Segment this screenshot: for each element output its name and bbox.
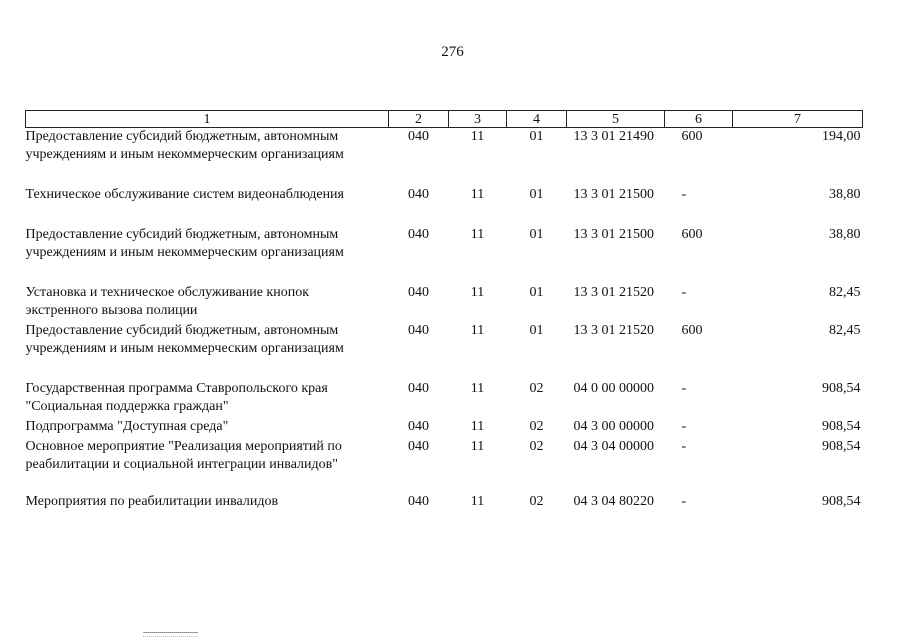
table-row [26,284,863,322]
row-section-code: 11 [470,380,485,396]
row-subsection-code: 01 [529,322,544,338]
row-subsection-code: 01 [529,129,544,144]
row-expense-type: 600 [681,322,703,338]
row-target-article: 13 3 01 21500 [573,186,654,202]
column-number-row [26,111,863,128]
row-ministry-code: 040 [408,186,429,202]
column-header-4: 4 [507,111,567,128]
row-ministry-code: 040 [408,129,429,144]
row-description: Предоставление субсидий бюджетным, автономным учреждениям и иным некоммерческим организациям [25,322,344,356]
row-expense-type: - [681,186,687,202]
row-amount: 908,54 [822,438,861,454]
row-target-article: 13 3 01 21490 [573,129,654,144]
column-header-5: 5 [567,111,665,128]
column-header-6: 6 [665,111,733,128]
row-description: Государственная программа Ставропольского края "Социальная поддержка граждан" [25,380,328,414]
row-description: Техническое обслуживание систем видеонаблюдения [25,186,344,202]
row-section-code: 11 [470,322,485,338]
row-section-code: 11 [470,493,485,509]
row-subsection-code: 02 [529,380,544,396]
row-target-article: 04 3 04 80220 [573,493,654,509]
row-section-code: 11 [470,438,485,454]
row-subsection-code: 01 [529,186,544,202]
row-expense-type: 600 [681,226,703,242]
budget-table [25,110,863,513]
row-section-code: 11 [470,226,485,242]
row-ministry-code: 040 [408,438,429,454]
row-amount: 82,45 [829,284,861,300]
row-description: Подпрограмма "Доступная среда" [25,418,229,434]
page-number: 276 [441,44,464,60]
row-section-code: 11 [470,284,485,300]
row-target-article: 04 3 04 00000 [573,438,654,454]
row-ministry-code: 040 [408,380,429,396]
row-description: Основное мероприятие "Реализация мероприятий по реабилитации и социальной интеграции инвалидов" [25,438,342,472]
row-target-article: 13 3 01 21520 [573,284,654,300]
table-row [26,322,863,380]
row-amount: 38,80 [829,186,861,202]
column-header-2: 2 [389,111,449,128]
row-description: Предоставление субсидий бюджетным, автономным учреждениям и иным некоммерческим организациям [25,226,344,260]
row-expense-type: - [681,438,687,454]
row-subsection-code: 02 [529,418,544,434]
row-amount: 82,45 [829,322,861,338]
row-expense-type: 600 [681,129,703,144]
table-row [26,226,863,284]
table-row [26,186,863,226]
row-description: Мероприятия по реабилитации инвалидов [25,493,279,509]
row-subsection-code: 02 [529,493,544,509]
row-subsection-code: 01 [529,284,544,300]
row-target-article: 13 3 01 21520 [573,322,654,338]
row-target-article: 13 3 01 21500 [573,226,654,242]
row-expense-type: - [681,418,687,434]
row-ministry-code: 040 [408,418,429,434]
footer-scan-mark [143,632,198,637]
row-target-article: 04 0 00 00000 [573,380,654,396]
row-description: Установка и техническое обслуживание кнопок экстренного вызова полиции [25,284,309,318]
row-description: Предоставление субсидий бюджетным, автономным учреждениям и иным некоммерческим организациям [25,129,344,162]
row-expense-type: - [681,493,687,509]
row-subsection-code: 02 [529,438,544,454]
row-amount: 908,54 [822,493,861,509]
row-target-article: 04 3 00 00000 [573,418,654,434]
row-section-code: 11 [470,418,485,434]
table-row [26,438,863,493]
row-section-code: 11 [470,129,485,144]
row-ministry-code: 040 [408,284,429,300]
table-row [26,493,863,513]
table-row [26,380,863,418]
row-subsection-code: 01 [529,226,544,242]
row-amount: 194,00 [822,129,861,144]
row-amount: 38,80 [829,226,861,242]
table-body [26,128,863,513]
table-row [26,418,863,438]
row-ministry-code: 040 [408,226,429,242]
table-row [26,128,863,186]
row-amount: 908,54 [822,418,861,434]
row-section-code: 11 [470,186,485,202]
column-header-1: 1 [26,111,389,128]
column-header-7: 7 [733,111,863,128]
column-header-3: 3 [449,111,507,128]
row-expense-type: - [681,380,687,396]
row-ministry-code: 040 [408,493,429,509]
row-ministry-code: 040 [408,322,429,338]
row-expense-type: - [681,284,687,300]
row-amount: 908,54 [822,380,861,396]
